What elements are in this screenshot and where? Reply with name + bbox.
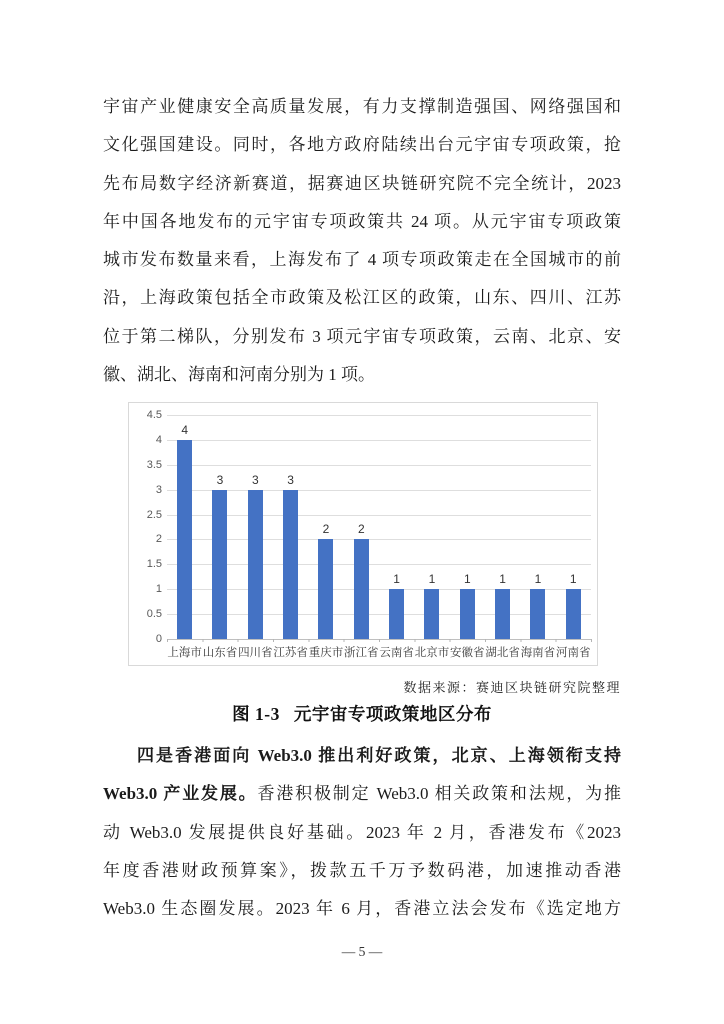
bar-value-label: 1 (569, 572, 577, 587)
x-axis-category-label: 浙江省 (344, 647, 379, 659)
bar-category-cell (485, 415, 520, 639)
figure-caption-label: 图 1-3 (232, 704, 280, 724)
bar-value-label: 2 (322, 522, 330, 537)
x-axis-category-label: 四川省 (238, 647, 273, 659)
bar-value-label: 3 (251, 472, 259, 487)
bar-category-cell (556, 415, 591, 639)
bar-category-cell (202, 415, 237, 639)
bar-value-label: 1 (534, 572, 542, 587)
bar (283, 490, 298, 639)
figure-caption (103, 701, 621, 726)
bar-category-cell (379, 415, 414, 639)
bar (424, 589, 439, 639)
bar-chart-figure (128, 402, 598, 666)
text-line: 先布局数字经济新赛道，据赛迪区块链研究院不完全统计，2023 (103, 173, 621, 193)
text-line: Web3.0 生态圈发展。2023 年 6 月，香港立法会发布《选定地方 (103, 899, 621, 919)
bar-category-cell (273, 415, 308, 639)
bold-text: 四是香港面向 Web3.0 推出利好政策，北京、上海领衔支持 (137, 746, 621, 765)
y-axis-tick-label: 2.5 (146, 508, 162, 521)
text-line (103, 737, 621, 775)
x-axis-category-label: 安徽省 (450, 647, 485, 659)
page-number: — 5 — (341, 944, 383, 959)
x-axis-category-label: 云南省 (379, 647, 414, 659)
x-axis-category-label: 重庆市 (308, 647, 344, 659)
bar (318, 539, 333, 639)
bar-value-label: 1 (428, 572, 436, 587)
bar-category-cell (414, 415, 449, 639)
text-line: 年中国各地发布的元宇宙专项政策共 24 项。从元宇宙专项政策 (103, 211, 621, 231)
x-axis-labels (167, 645, 591, 661)
x-axis-category-label: 江苏省 (273, 647, 308, 659)
x-axis-category-label: 海南省 (520, 647, 556, 659)
bar-value-label: 1 (499, 572, 506, 587)
bar-value-label: 2 (357, 522, 365, 537)
bar-value-label: 4 (181, 422, 188, 437)
bar (460, 589, 475, 639)
text-line: 文化强国建设。同时，各地方政府陆续出台元宇宙专项政策，抢 (103, 135, 621, 155)
y-axis-tick-label: 3 (155, 483, 162, 496)
y-axis-tick-label: 4 (155, 433, 162, 446)
bar-category-cell (344, 415, 379, 639)
text-line: 沿，上海政策包括全市政策及松江区的政策，山东、四川、江苏 (103, 288, 621, 308)
bar (354, 539, 369, 639)
bar-category-cell (167, 415, 202, 639)
y-axis-tick-label: 0 (155, 633, 162, 645)
text-line: 徽、湖北、海南和河南分别为 1 项。 (103, 365, 375, 385)
y-axis-tick-label: 1.5 (146, 558, 162, 571)
x-axis-category-label: 北京市 (414, 647, 450, 659)
x-axis-category-label: 湖北省 (485, 647, 520, 659)
bar (248, 490, 263, 639)
bar (177, 440, 192, 639)
bar-value-label: 1 (393, 572, 400, 587)
paragraph-metaverse-policy (103, 88, 621, 394)
text-line: 宇宙产业健康安全高质量发展，有力支撑制造强国、网络强国和 (103, 97, 621, 116)
paragraph-web3-policy (103, 737, 621, 928)
y-axis-tick-label: 2 (155, 533, 162, 546)
bar (566, 589, 581, 639)
bar-category-cell (520, 415, 555, 639)
bar-value-label: 3 (216, 472, 224, 487)
bar-value-label: 1 (463, 572, 471, 587)
figure-caption-title: 元宇宙专项政策地区分布 (293, 704, 492, 724)
bar-category-cell (450, 415, 485, 639)
text-line (103, 775, 621, 813)
bar (495, 589, 510, 639)
x-axis-category-label: 上海市 (167, 647, 202, 659)
bars-row (167, 415, 591, 639)
y-axis-tick-label: 3.5 (146, 458, 162, 471)
y-axis-tick-label: 4.5 (146, 409, 162, 421)
bar (530, 589, 545, 639)
bar (389, 589, 404, 639)
bar-category-cell (238, 415, 273, 639)
bar (212, 490, 227, 639)
bar-category-cell (308, 415, 343, 639)
text-line: 动 Web3.0 发展提供良好基础。2023 年 2 月，香港发布《2023 (103, 822, 621, 842)
bold-text: Web3.0 产业发展。 (103, 784, 258, 804)
x-axis-category-label: 河南省 (556, 647, 591, 659)
figure-source-note: 数据来源：赛迪区块链研究院整理 (403, 680, 621, 695)
text-line: 年度香港财政预算案》，拨款五千万予数码港，加速推动香港 (103, 860, 621, 880)
bar-value-label: 3 (287, 472, 294, 487)
x-axis-tick-marks (167, 639, 592, 642)
text-line: 位于第二梯队，分别发布 3 项元宇宙专项政策，云南、北京、安 (103, 326, 621, 346)
text-line: 城市发布数量来看，上海发布了 4 项专项政策走在全国城市的前 (103, 250, 621, 270)
y-axis-tick-label: 1 (155, 583, 162, 596)
x-axis-category-label: 山东省 (202, 647, 238, 659)
y-axis-tick-label: 0.5 (146, 608, 162, 621)
regular-text: 香港积极制定 Web3.0 相关政策和法规，为推 (257, 784, 621, 804)
